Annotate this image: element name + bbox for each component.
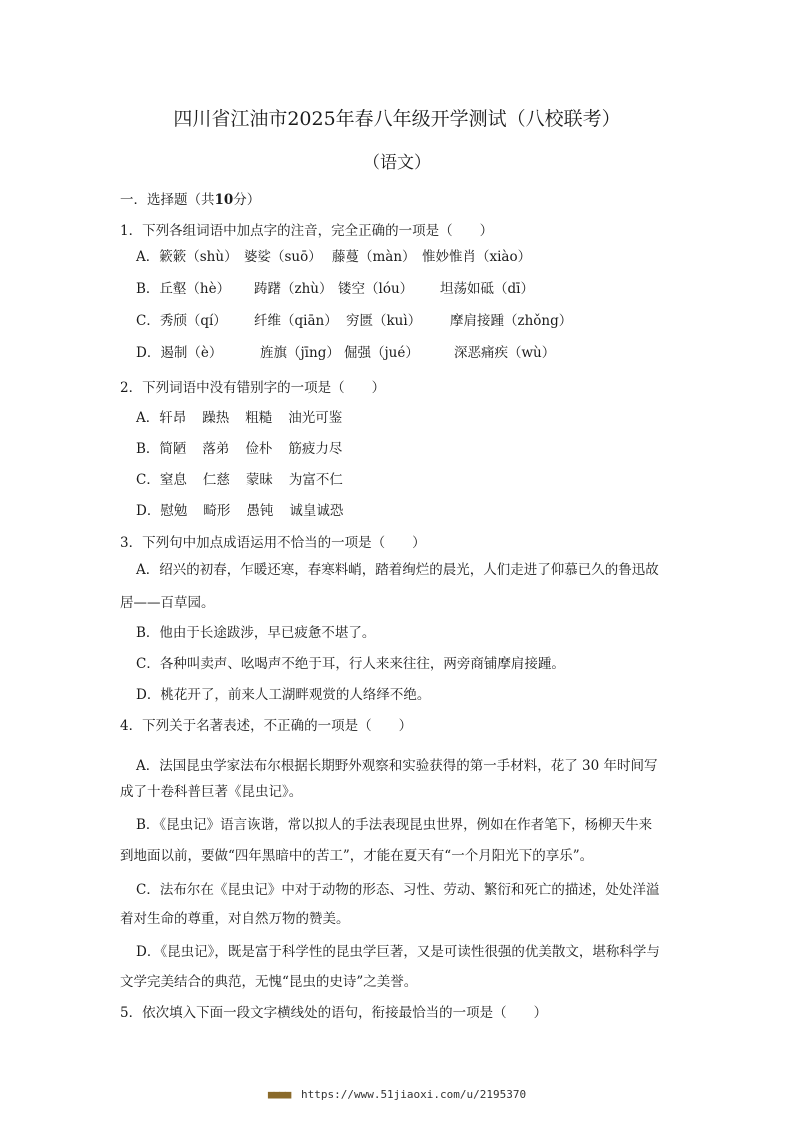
q2-a-item: A．轩昂 [136, 410, 187, 426]
q2-stem: 2．下列词语中没有错别字的一项是（ ） [120, 380, 386, 396]
section-heading [120, 188, 260, 208]
q4-option-c-line1: C．法布尔在《昆虫记》中对于动物的形态、习性、劳动、繁衍和死亡的描述，处处洋溢 [136, 882, 660, 898]
q1-option-a [136, 245, 531, 265]
q4-stem: 4．下列关于名著表述，不正确的一项是（ ） [120, 718, 413, 734]
q3-option-a-line2: 居——百草园。 [120, 595, 215, 611]
q1-a-item: 藤蔓（màn） [332, 249, 416, 265]
q1-d-item: D．遏制（è） [136, 345, 223, 361]
q2-b-item: B．简陋 [136, 441, 187, 457]
footer-watermark [0, 1088, 794, 1101]
page-title: 四川省江油市2025年春八年级开学测试（八校联考） [173, 108, 621, 130]
q3-option-d: D．桃花开了，前来人工湖畔观赏的人络绎不绝。 [136, 687, 431, 703]
q2-c-item: C．窒息 [136, 472, 187, 488]
section-heading-label: 一．选择题（共 [120, 192, 215, 208]
q3-option-b: B．他由于长途跋涉，早已疲惫不堪了。 [136, 625, 376, 641]
q1-b-item: 坦荡如砥（dī） [440, 281, 534, 297]
q4-option-a-line1: A．法国昆虫学家法布尔根据长期野外观察和实验获得的第一手材料，花了 30 年时间写 [136, 758, 658, 774]
q1-d-item: 深恶痛疾（wù） [454, 345, 556, 361]
q1-c-item: 穷匮（kuì） [346, 313, 422, 329]
q2-option-b [136, 437, 342, 457]
q2-c-item: 蒙昧 [245, 472, 273, 488]
q4-option-d-line2: 文学完美结合的典范，无愧“昆虫的史诗”之美誉。 [120, 974, 418, 990]
q3-stem: 3．下列句中加点成语运用不恰当的一项是（ ） [120, 535, 426, 551]
q4-option-d-line1: D．《昆虫记》，既是富于科学性的昆虫学巨著，又是可读性很强的优美散文，堪称科学与 [136, 944, 660, 960]
q1-option-d [136, 341, 555, 361]
q2-d-item: 愚钝 [246, 503, 274, 519]
q1-c-item: 摩肩接踵（zhǒng） [450, 313, 573, 329]
q2-a-item: 躁热 [202, 410, 230, 426]
section-heading-tail: 分） [233, 192, 261, 208]
q2-a-item: 油光可鉴 [288, 410, 343, 426]
q4-option-b-line1: B．《昆虫记》语言诙谐，常以拟人的手法表现昆虫世界，例如在作者笔下，杨柳天牛来 [136, 817, 653, 833]
q2-c-item: 为富不仁 [288, 472, 343, 488]
q1-a-item: A．簌簌（shù） [136, 249, 238, 265]
q4-option-a-line2: 成了十卷科普巨著《昆虫记》。 [120, 784, 303, 800]
q1-b-item: 镂空（lóu） [338, 281, 414, 297]
q1-b-item: 踌躇（zhù） [254, 281, 333, 297]
q2-d-item: 畸形 [203, 503, 231, 519]
q5-stem: 5．依次填入下面一段文字横线处的语句，衔接最恰当的一项是（ ） [120, 1005, 548, 1021]
q2-option-d [136, 499, 343, 519]
q2-c-item: 仁慈 [202, 472, 230, 488]
footer-url[interactable]: https://www.51jiaoxi.com/u/2195370 [300, 1088, 527, 1101]
q2-b-item: 落弟 [202, 441, 230, 457]
q1-a-item: 惟妙惟肖（xiào） [422, 249, 532, 265]
q1-a-item: 婆娑（suō） [244, 249, 322, 265]
q1-b-item: B．丘壑（hè） [136, 281, 231, 297]
q1-c-item: C．秀颀（qí） [136, 313, 227, 329]
footer-logo-icon: ■■■■ [267, 1088, 291, 1101]
q1-d-item: 倔强（jué） [344, 345, 419, 361]
q2-b-item: 俭朴 [245, 441, 273, 457]
q1-c-item: 纤维（qiān） [254, 313, 338, 329]
q2-option-a [136, 406, 342, 426]
q4-option-c-line2: 着对生命的尊重，对自然万物的赞美。 [120, 911, 350, 927]
q1-option-b [136, 277, 534, 297]
page-subtitle: （语文） [363, 153, 431, 173]
section-heading-score: 10 [214, 192, 234, 208]
q3-option-a-line1: A．绍兴的初春，乍暖还寒，春寒料峭，踏着绚烂的晨光，人们走进了仰慕已久的鲁迅故 [136, 562, 659, 578]
q3-option-c: C．各种叫卖声、吆喝声不绝于耳，行人来来往往，两旁商铺摩肩接踵。 [136, 656, 565, 672]
q4-option-b-line2: 到地面以前，要做“四年黑暗中的苦工”，才能在夏天有“一个月阳光下的享乐”。 [120, 848, 594, 864]
q2-d-item: D．慰勉 [136, 503, 188, 519]
q1-d-item: 旌旗（jīng） [260, 345, 340, 361]
q1-stem: 1．下列各组词语中加点字的注音，完全正确的一项是（ ） [120, 223, 494, 239]
q1-option-c [136, 309, 572, 329]
q2-d-item: 诚皇诚恐 [289, 503, 344, 519]
q2-option-c [136, 468, 343, 488]
q2-b-item: 筋疲力尽 [288, 441, 343, 457]
q2-a-item: 粗糙 [245, 410, 273, 426]
